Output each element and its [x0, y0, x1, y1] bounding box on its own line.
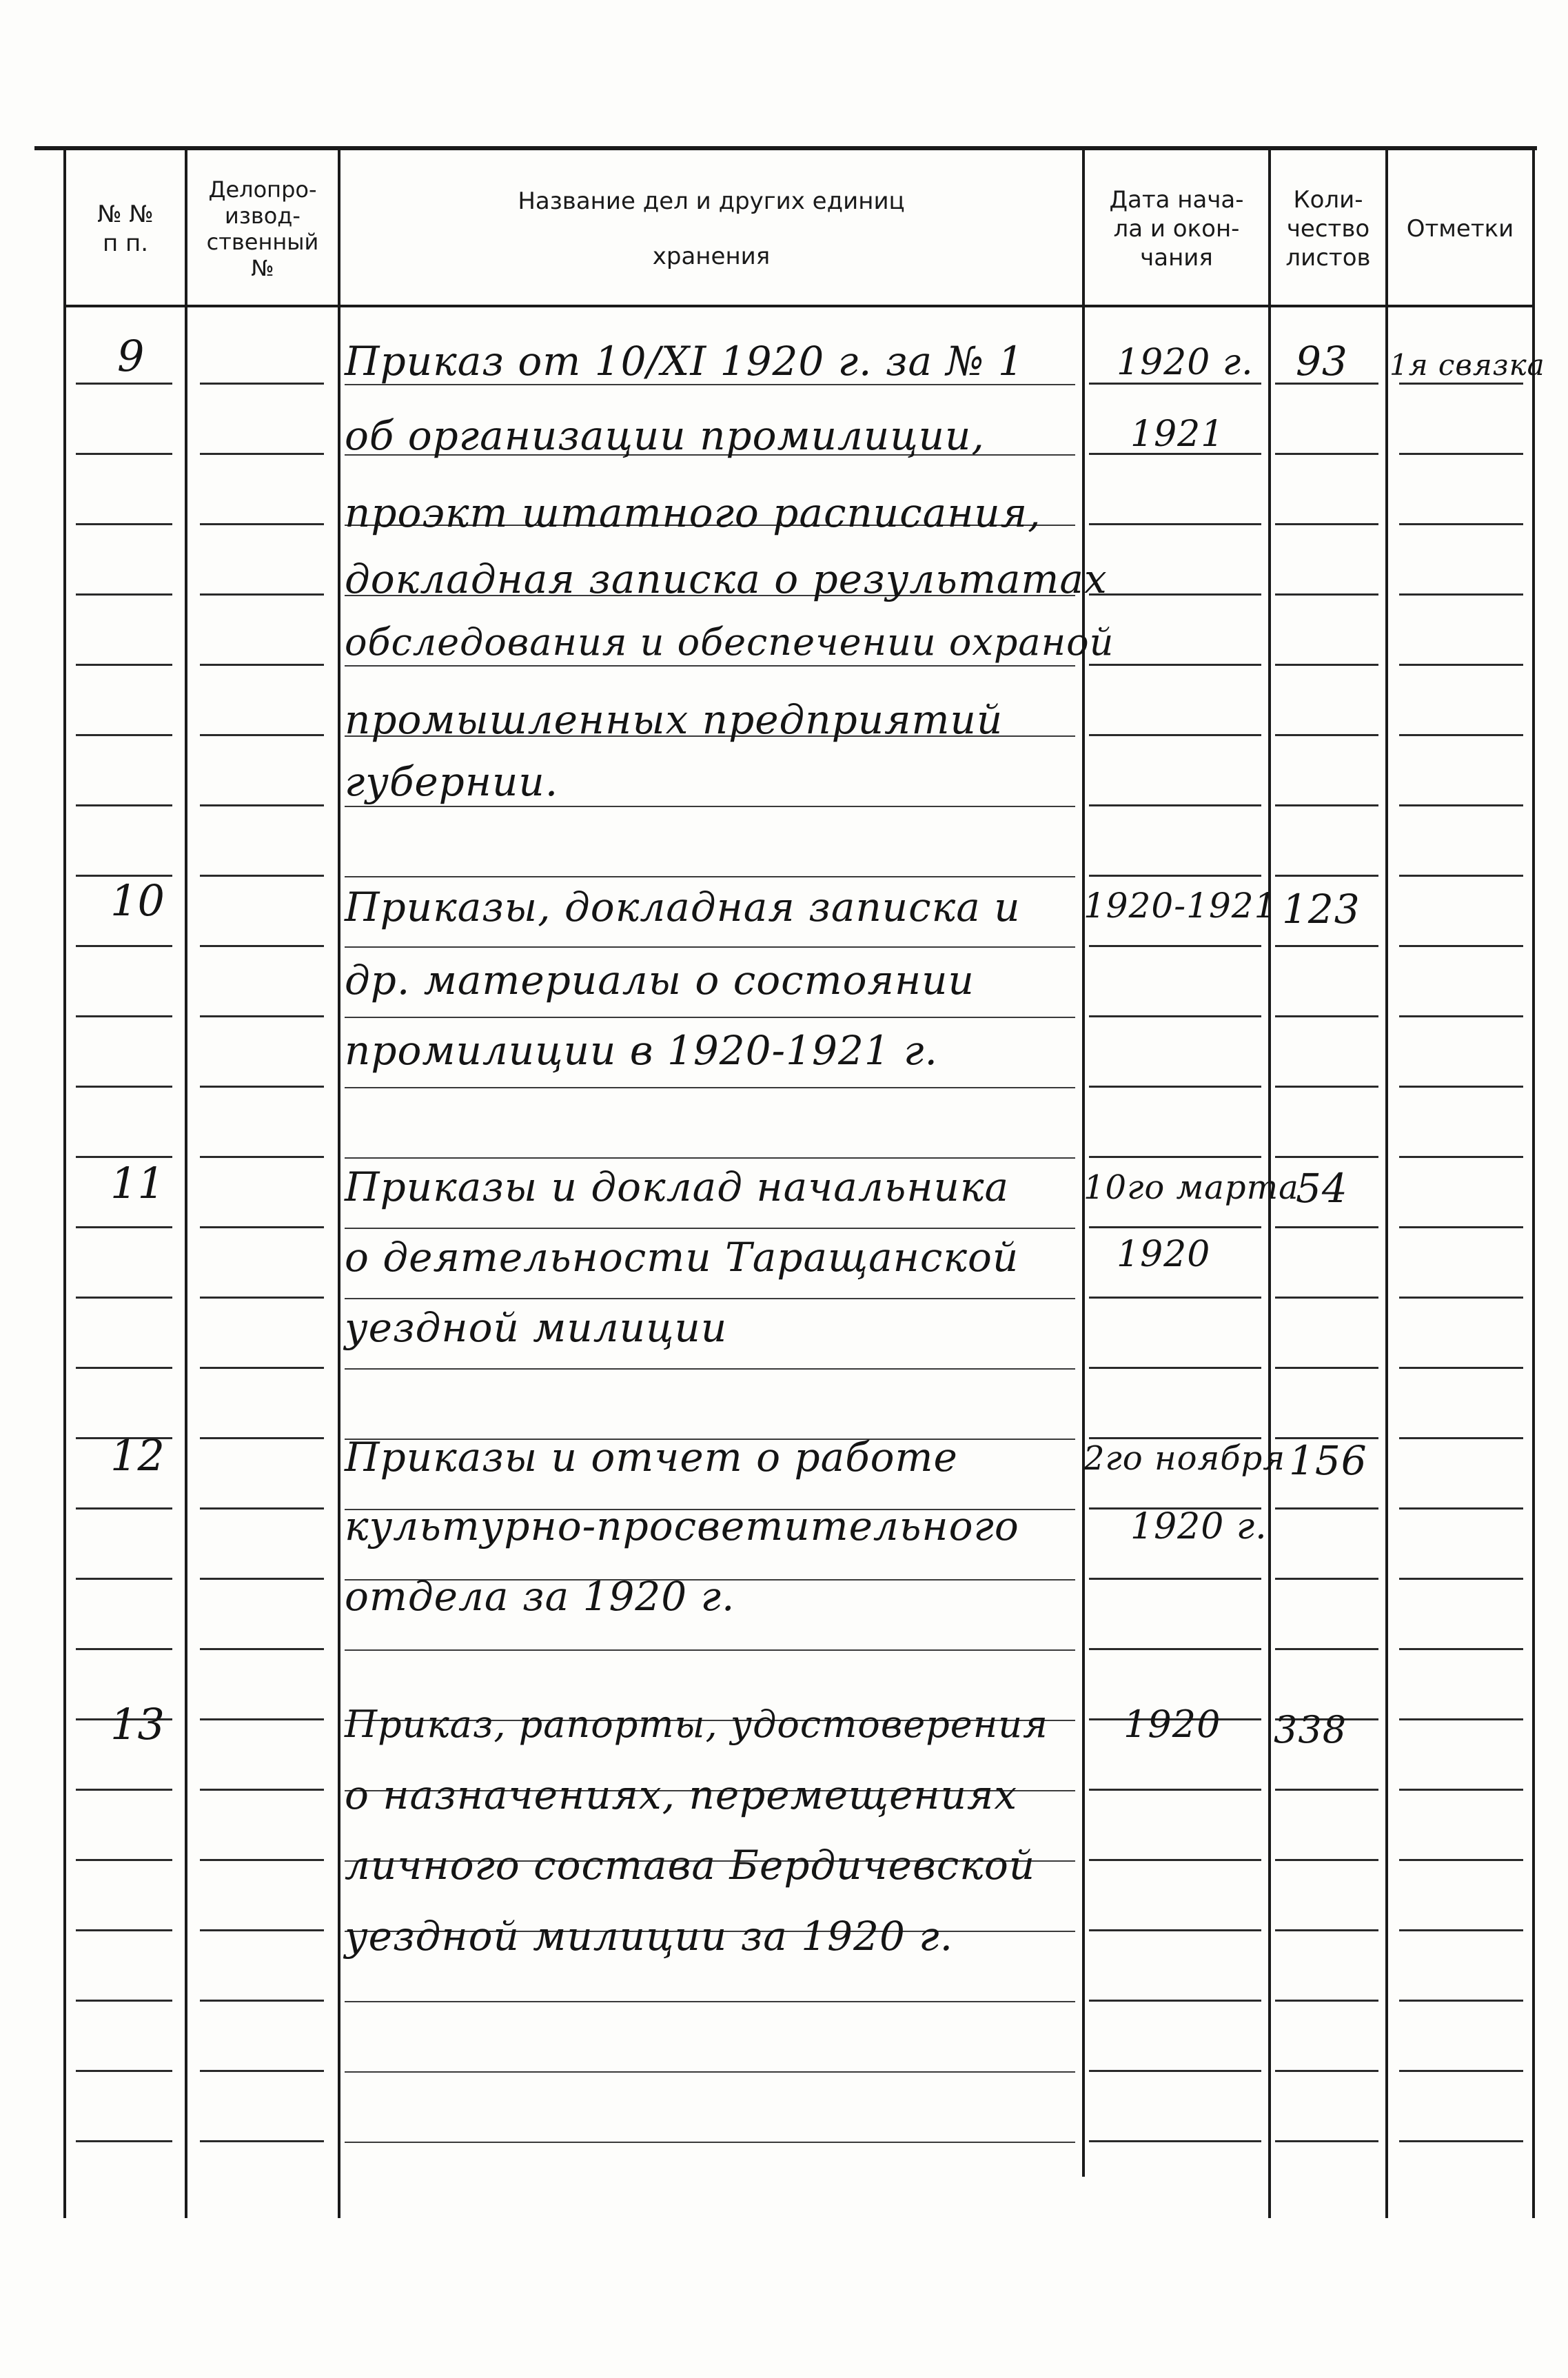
record-sheet-count: 156	[1289, 1437, 1367, 1484]
ruled-line	[1275, 1789, 1378, 1791]
record-title-line: обследования и обеспечении охраной	[345, 620, 1114, 664]
record-sheet-count: 123	[1282, 886, 1361, 933]
record-number: 13	[110, 1699, 165, 1749]
header-office-number: Делопро- извод- ственный №	[206, 176, 319, 281]
ruled-line	[1399, 1648, 1523, 1650]
record-title-line: губернии.	[345, 758, 559, 805]
record-title-line: промилиции в 1920-1921 г.	[345, 1027, 938, 1074]
ruled-line	[76, 1859, 172, 1861]
ruled-line	[1275, 945, 1378, 947]
title-ruled-line	[345, 2001, 1075, 2002]
ruled-line	[76, 1367, 172, 1369]
ruled-line	[1089, 593, 1261, 596]
ruled-line	[76, 1507, 172, 1510]
record-title-line: культурно-просветительного	[345, 1503, 1019, 1549]
ruled-line	[1089, 1226, 1261, 1228]
ruled-line	[200, 1648, 324, 1650]
ruled-line	[76, 523, 172, 525]
ruled-line	[1275, 1226, 1378, 1228]
ruled-line	[1275, 1648, 1378, 1650]
header-bottom-border	[63, 305, 1535, 307]
record-number: 12	[110, 1430, 165, 1481]
ruled-line	[1089, 1015, 1261, 1017]
title-ruled-line	[345, 876, 1075, 877]
ruled-line	[76, 383, 172, 385]
ruled-line	[1089, 523, 1261, 525]
ruled-line	[1089, 2000, 1261, 2002]
column-divider	[338, 150, 340, 2218]
record-title-line: Приказы, докладная записка и	[345, 884, 1021, 931]
ruled-line	[76, 1297, 172, 1299]
ruled-line	[1275, 1929, 1378, 1931]
ruled-line	[200, 2140, 324, 2142]
record-date: 1920 г.	[1117, 342, 1254, 383]
ruled-line	[1275, 1367, 1378, 1369]
ruled-line	[1399, 1226, 1523, 1228]
ruled-line	[76, 945, 172, 947]
ruled-line	[1399, 1015, 1523, 1017]
ruled-line	[76, 1929, 172, 1931]
ruled-line	[1399, 1718, 1523, 1720]
ruled-line	[1089, 1859, 1261, 1861]
ruled-line	[200, 664, 324, 666]
record-title-line: о назначениях, перемещениях	[345, 1771, 1018, 1818]
record-title-line: Приказ от 10/XI 1920 г. за № 1	[345, 338, 1024, 385]
ruled-line	[76, 1789, 172, 1791]
ruled-line	[1275, 1086, 1378, 1088]
record-number: 9	[117, 331, 145, 381]
ruled-line	[200, 734, 324, 736]
title-ruled-line	[345, 1368, 1075, 1370]
ruled-line	[1399, 2070, 1523, 2072]
ruled-line	[200, 2070, 324, 2072]
column-divider	[185, 150, 187, 2218]
ruled-line	[76, 1015, 172, 1017]
ruled-line	[1275, 453, 1378, 455]
ruled-line	[1399, 1367, 1523, 1369]
record-date: 1920-1921	[1083, 886, 1277, 926]
ruled-line	[200, 1437, 324, 1439]
record-date: 1920	[1117, 1234, 1211, 1275]
ruled-line	[1089, 664, 1261, 666]
title-ruled-line	[345, 1298, 1075, 1299]
ruled-line	[1275, 1015, 1378, 1017]
ruled-line	[200, 1367, 324, 1369]
ruled-line	[200, 804, 324, 806]
ruled-line	[1399, 1086, 1523, 1088]
title-ruled-line	[345, 1228, 1075, 1229]
ruled-line	[1399, 1297, 1523, 1299]
ruled-line	[200, 945, 324, 947]
ruled-line	[200, 453, 324, 455]
column-divider	[63, 150, 66, 2218]
ruled-line	[1399, 1578, 1523, 1580]
record-sheet-count: 93	[1296, 338, 1348, 385]
header-number: № № п п.	[97, 201, 154, 257]
ruled-line	[76, 2140, 172, 2142]
ruled-line	[1275, 1156, 1378, 1158]
ruled-line	[1399, 804, 1523, 806]
ruled-line	[76, 1648, 172, 1650]
ruled-line	[1275, 2140, 1378, 2142]
column-divider	[1385, 150, 1388, 2218]
record-date: 2го ноября	[1083, 1439, 1286, 1478]
record-note: 1я связка	[1389, 348, 1545, 382]
ruled-line	[1399, 1437, 1523, 1439]
ruled-line	[1089, 1789, 1261, 1791]
ruled-line	[1089, 1156, 1261, 1158]
ruled-line	[1275, 875, 1378, 877]
title-ruled-line	[345, 1087, 1075, 1088]
title-ruled-line	[345, 806, 1075, 807]
ruled-line	[1089, 2070, 1261, 2072]
ruled-line	[200, 523, 324, 525]
column-divider	[1532, 150, 1535, 2218]
ruled-line	[200, 1578, 324, 1580]
title-ruled-line	[345, 1157, 1075, 1159]
record-sheet-count: 338	[1274, 1708, 1347, 1751]
record-title-line: промышленных предприятий	[345, 696, 1004, 743]
record-sheet-count: 54	[1296, 1165, 1348, 1212]
ruled-line	[76, 593, 172, 596]
ruled-line	[200, 1015, 324, 1017]
ruled-line	[76, 1086, 172, 1088]
record-title-line: Приказы и доклад начальника	[345, 1163, 1010, 1210]
ruled-line	[76, 804, 172, 806]
ruled-line	[76, 453, 172, 455]
ruled-line	[1089, 1297, 1261, 1299]
ruled-line	[1399, 945, 1523, 947]
ruled-line	[200, 383, 324, 385]
ruled-line	[1399, 1789, 1523, 1791]
title-ruled-line	[345, 1649, 1075, 1651]
ruled-line	[1399, 734, 1523, 736]
ruled-line	[1275, 1507, 1378, 1510]
ruled-line	[1399, 593, 1523, 596]
ruled-line	[1275, 1297, 1378, 1299]
record-title-line: докладная записка о результатах	[345, 556, 1108, 602]
record-title-line: проэкт штатного расписания,	[345, 489, 1041, 536]
ruled-line	[1399, 875, 1523, 877]
ruled-line	[1089, 875, 1261, 877]
title-ruled-line	[345, 2142, 1075, 2143]
header-sheet-count: Коли- чество листов	[1285, 186, 1371, 272]
title-ruled-line	[345, 2071, 1075, 2073]
header-title: Название дел и других единиц хранения	[518, 187, 905, 270]
ruled-line	[76, 664, 172, 666]
ruled-line	[1399, 1507, 1523, 1510]
ruled-line	[1089, 1367, 1261, 1369]
ruled-line	[200, 1859, 324, 1861]
record-title-line: отдела за 1920 г.	[345, 1573, 735, 1620]
record-title-line: др. материалы о состоянии	[345, 957, 975, 1004]
title-ruled-line	[345, 1017, 1075, 1018]
title-ruled-line	[345, 665, 1075, 667]
ruled-line	[1275, 734, 1378, 736]
record-number: 10	[110, 875, 165, 926]
ruled-line	[200, 1226, 324, 1228]
title-ruled-line	[345, 946, 1075, 948]
record-title-line: уездной милиции	[345, 1304, 728, 1351]
ruled-line	[1089, 1929, 1261, 1931]
ruled-line	[1399, 2140, 1523, 2142]
record-date: 10го марта	[1083, 1168, 1299, 1207]
record-title-line: об организации промилиции,	[345, 412, 985, 459]
ruled-line	[200, 1086, 324, 1088]
record-number: 11	[110, 1158, 165, 1208]
header-dates: Дата нача- ла и окон- чания	[1109, 186, 1244, 272]
ruled-line	[1399, 523, 1523, 525]
record-title-line: личного состава Бердичевской	[345, 1842, 1036, 1889]
ruled-line	[1399, 664, 1523, 666]
record-title-line: Приказ, рапорты, удостоверения	[345, 1703, 1048, 1746]
ruled-line	[1399, 453, 1523, 455]
record-date: 1921	[1130, 414, 1225, 455]
ruled-line	[76, 1578, 172, 1580]
ruled-line	[1275, 1578, 1378, 1580]
ruled-line	[200, 593, 324, 596]
ruled-line	[1089, 1648, 1261, 1650]
ruled-line	[1089, 2140, 1261, 2142]
ruled-line	[200, 1789, 324, 1791]
ruled-line	[200, 1297, 324, 1299]
ruled-line	[1275, 523, 1378, 525]
record-date: 1920	[1123, 1703, 1221, 1746]
ruled-line	[1089, 1578, 1261, 1580]
ruled-line	[1399, 1929, 1523, 1931]
ruled-line	[200, 1718, 324, 1720]
ruled-line	[1399, 1156, 1523, 1158]
ruled-line	[1275, 593, 1378, 596]
ruled-line	[76, 734, 172, 736]
ruled-line	[76, 2070, 172, 2072]
ruled-line	[1275, 664, 1378, 666]
header-notes: Отметки	[1406, 215, 1514, 243]
ruled-line	[1275, 2000, 1378, 2002]
ruled-line	[1089, 1086, 1261, 1088]
column-divider	[1082, 150, 1085, 2177]
ruled-line	[1275, 2070, 1378, 2072]
ruled-line	[1399, 1859, 1523, 1861]
ruled-line	[1275, 804, 1378, 806]
ruled-line	[200, 1929, 324, 1931]
record-title-line: уездной милиции за 1920 г.	[345, 1913, 954, 1960]
ruled-line	[1089, 945, 1261, 947]
ruled-line	[200, 1156, 324, 1158]
ruled-line	[1399, 2000, 1523, 2002]
ruled-line	[200, 875, 324, 877]
ruled-line	[76, 2000, 172, 2002]
ruled-line	[200, 2000, 324, 2002]
table-top-border	[34, 146, 1537, 150]
ruled-line	[200, 1507, 324, 1510]
ruled-line	[1089, 804, 1261, 806]
ruled-line	[1275, 1859, 1378, 1861]
record-title-line: о деятельности Таращанской	[345, 1234, 1019, 1281]
ruled-line	[76, 1226, 172, 1228]
ruled-line	[1399, 383, 1523, 385]
record-title-line: Приказы и отчет о работе	[345, 1434, 958, 1481]
record-date: 1920 г.	[1130, 1506, 1267, 1547]
ruled-line	[1089, 734, 1261, 736]
